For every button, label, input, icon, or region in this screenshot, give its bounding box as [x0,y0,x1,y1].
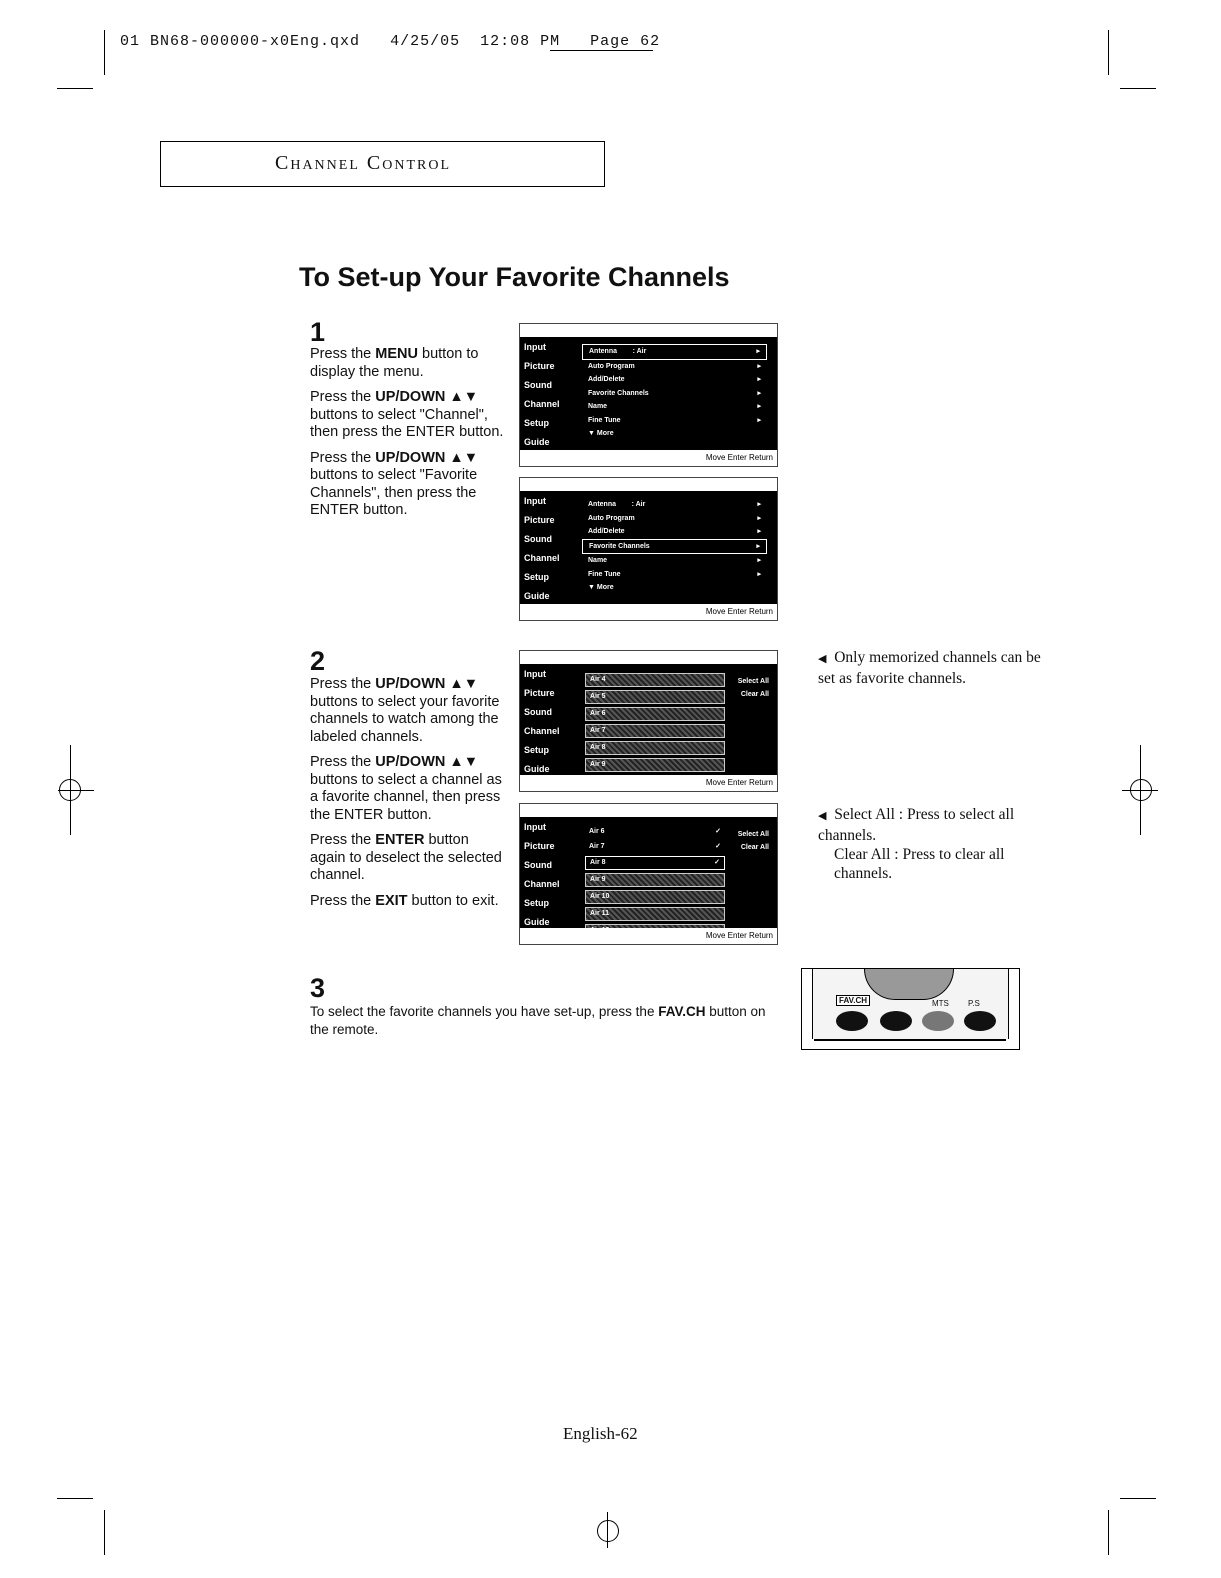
tv-side-buttons: Select All Clear All [737,678,769,698]
tv-menu-screen-2 [519,477,778,621]
step3-instructions: To select the favorite channels you have set-up, press the FAV.CH button on the remote. [310,1004,766,1037]
crop-mark [57,88,93,89]
remote-button [880,1011,912,1031]
step2-para-2: Press the UP/DOWN ▲▼ buttons to select a channel as a favorite channel, then press the ENTER button. [310,754,502,823]
tv-menu-list: Antenna : Air ▸ Auto Program ▸ Add/Delete ▸ Favorite Channels ▸ Name ▸ Fine Tune ▸ ▼ More [582,498,767,595]
tv-side-menu: Input Picture Sound Channel Setup Guide [524,822,560,927]
step-number: 3 [310,973,326,1003]
tv-bottom-bar: Move Enter Return [520,775,777,791]
tv-bottom-bar: Move Enter Return [520,928,777,944]
registration-mark [1130,779,1152,801]
mts-button [922,1011,954,1031]
step-number: 2 [310,646,326,676]
arrow-left-icon: ◀ [818,653,827,665]
crop-mark [1108,30,1109,75]
note-select-clear: ◀ Select All : Press to select all channels. Clear All : Press to clear all channels. [818,806,1015,882]
print-header-date: 4/25/05 [390,33,461,50]
header-underline [550,50,653,51]
registration-mark [597,1520,619,1542]
tv-channel-list: Air 4 Air 5 Air 6 Air 7 Air 8 Air 9 [585,673,725,792]
fav-ch-button [836,1011,868,1031]
crop-mark [104,30,105,75]
step2-para-1: Press the UP/DOWN ▲▼ buttons to select your favorite channels to watch among the labeled channels. [310,676,500,745]
tv-favorite-screen-2 [519,803,778,945]
tv-side-menu: Input Picture Sound Channel Setup Guide [524,496,560,601]
registration-mark [59,779,81,801]
tv-menu-screen-1 [519,323,778,467]
step2-para-4: Press the EXIT button to exit. [310,892,499,909]
tv-favorite-screen-1 [519,650,778,792]
tv-menu-list: Antenna : Air ▸ Auto Program ▸ Add/Delete ▸ Favorite Channels ▸ Name ▸ Fine Tune ▸ ▼ More [582,344,767,441]
step1-para-2: Press the UP/DOWN ▲▼ buttons to select "Channel", then press the ENTER button. [310,389,504,440]
crop-mark [607,1512,608,1548]
ps-label: P.S [968,999,980,1008]
step1-instructions [310,346,508,528]
section-title-box [160,141,605,187]
crop-mark [1120,1498,1156,1499]
tv-side-menu: Input Picture Sound Channel Setup Guide [524,669,560,774]
ps-button [964,1011,996,1031]
arrow-left-icon: ◀ [818,810,827,822]
step1-para-1: Press the MENU button to display the menu. [310,346,479,380]
tv-bottom-bar: Move Enter Return [520,604,777,620]
section-title: Channel Control [275,152,451,174]
print-header [120,33,660,50]
step-number: 1 [310,317,326,347]
crop-mark [104,1510,105,1555]
step2-para-3: Press the ENTER button again to deselect the selected channel. [310,832,502,883]
print-header-page: Page 62 [590,33,661,50]
tv-channel-list: Air 6 ✓ Air 7 ✓ Air 8 ✓ Air 9 Air 10 Air 11 [585,826,725,941]
mts-label: MTS [932,999,949,1008]
step2-instructions [310,676,508,918]
tv-side-menu: Input Picture Sound Channel Setup Guide [524,342,560,447]
step1-para-3: Press the UP/DOWN ▲▼ buttons to select "Favorite Channels", then press the ENTER button. [310,449,479,518]
crop-mark [57,1498,93,1499]
crop-mark [1120,88,1156,89]
tv-bottom-bar: Move Enter Return [520,450,777,466]
note-memorized: ◀ Only memorized channels can be set as favorite channels. [818,649,1041,687]
crop-mark [1108,1510,1109,1555]
print-header-time: 12:08 PM [480,33,561,50]
print-header-file: 01 BN68-000000-x0Eng.qxd [120,33,361,50]
tv-side-buttons: Select All Clear All [737,831,769,851]
page-heading: To Set-up Your Favorite Channels [299,262,730,292]
remote-illustration [801,968,1020,1050]
fav-ch-label: FAV.CH [836,995,870,1006]
page-footer: English-62 [563,1424,638,1443]
